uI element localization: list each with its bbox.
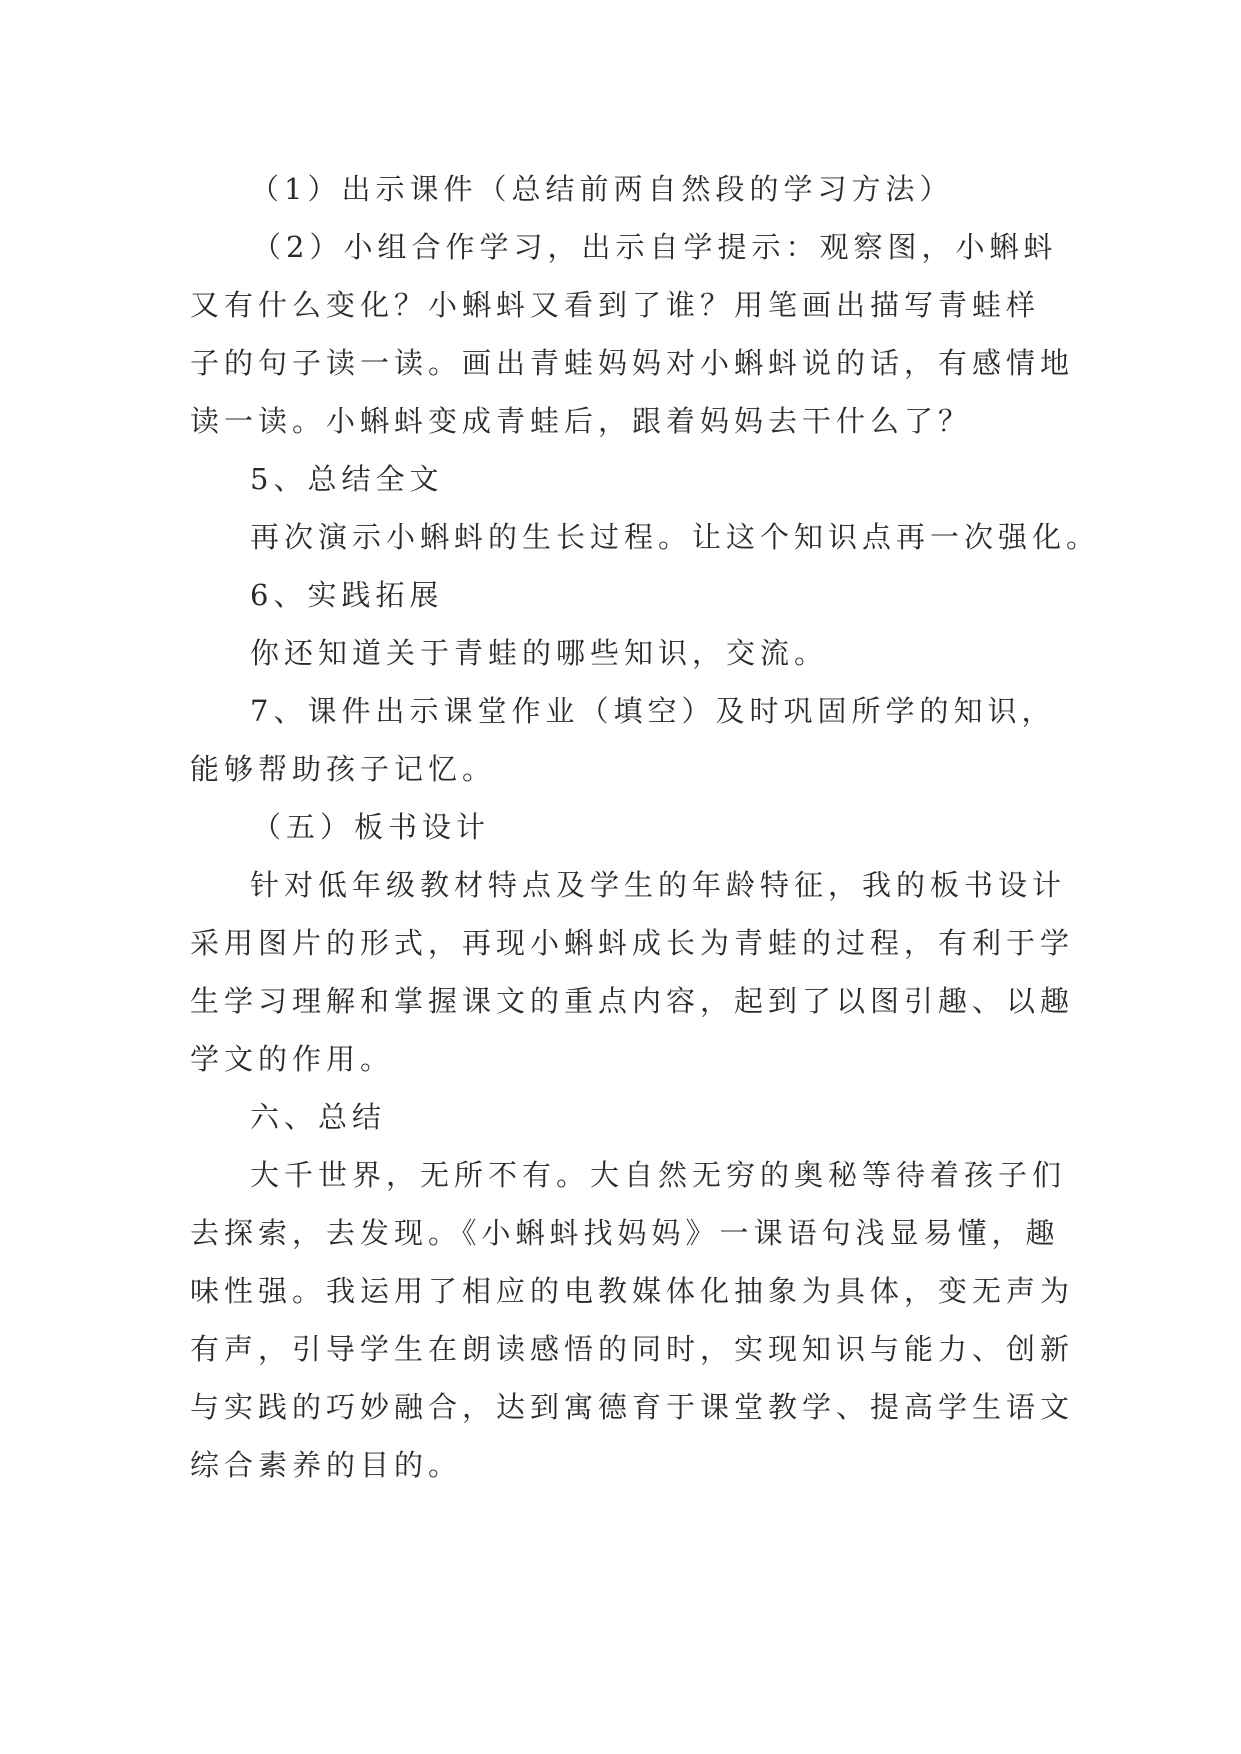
paragraph-line: 针对低年级教材特点及学生的年龄特征，我的板书设计 [250,868,1067,902]
paragraph-line: 味性强。我运用了相应的电教媒体化抽象为具体，变无声为 [190,1274,1075,1308]
paragraph-line: 采用图片的形式，再现小蝌蚪成长为青蛙的过程，有利于学 [190,926,1075,960]
section-heading-6: 6、实践拓展 [250,578,444,612]
paragraph-line: 综合素养的目的。 [190,1448,463,1482]
paragraph-line: 又有什么变化？小蝌蚪又看到了谁？用笔画出描写青蛙样 [190,288,1041,322]
paragraph-line: 读一读。小蝌蚪变成青蛙后，跟着妈妈去干什么了？ [190,404,973,438]
step-2-line: （2）小组合作学习，出示自学提示：观察图，小蝌蚪 [252,230,1058,264]
paragraph-line: 有声，引导学生在朗读感悟的同时，实现知识与能力、创新 [190,1332,1075,1366]
section-heading-board-design: （五）板书设计 [252,810,491,844]
section-heading-5: 5、总结全文 [250,462,444,496]
document-page [190,160,1101,1494]
step-1-line: （1）出示课件（总结前两自然段的学习方法） [250,172,954,206]
paragraph-line: 去探索，去发现。《小蝌蚪找妈妈》一课语句浅显易懂，趣 [190,1216,1060,1250]
paragraph-line: 能够帮助孩子记忆。 [190,752,497,786]
section-heading-7: 7、课件出示课堂作业（填空）及时巩固所学的知识， [250,694,1056,728]
paragraph-line: 与实践的巧妙融合，达到寓德育于课堂教学、提高学生语文 [190,1390,1075,1424]
section-heading-summary: 六、总结 [250,1100,387,1134]
paragraph-line: 再次演示小蝌蚪的生长过程。让这个知识点再一次强化。 [250,520,1101,554]
paragraph-line: 生学习理解和掌握课文的重点内容，起到了以图引趣、以趣 [190,984,1075,1018]
paragraph-line: 大千世界，无所不有。大自然无穷的奥秘等待着孩子们 [250,1158,1067,1192]
paragraph-line: 学文的作用。 [190,1042,395,1076]
paragraph-line: 子的句子读一读。画出青蛙妈妈对小蝌蚪说的话，有感情地 [190,346,1075,380]
paragraph-line: 你还知道关于青蛙的哪些知识，交流。 [250,636,829,670]
